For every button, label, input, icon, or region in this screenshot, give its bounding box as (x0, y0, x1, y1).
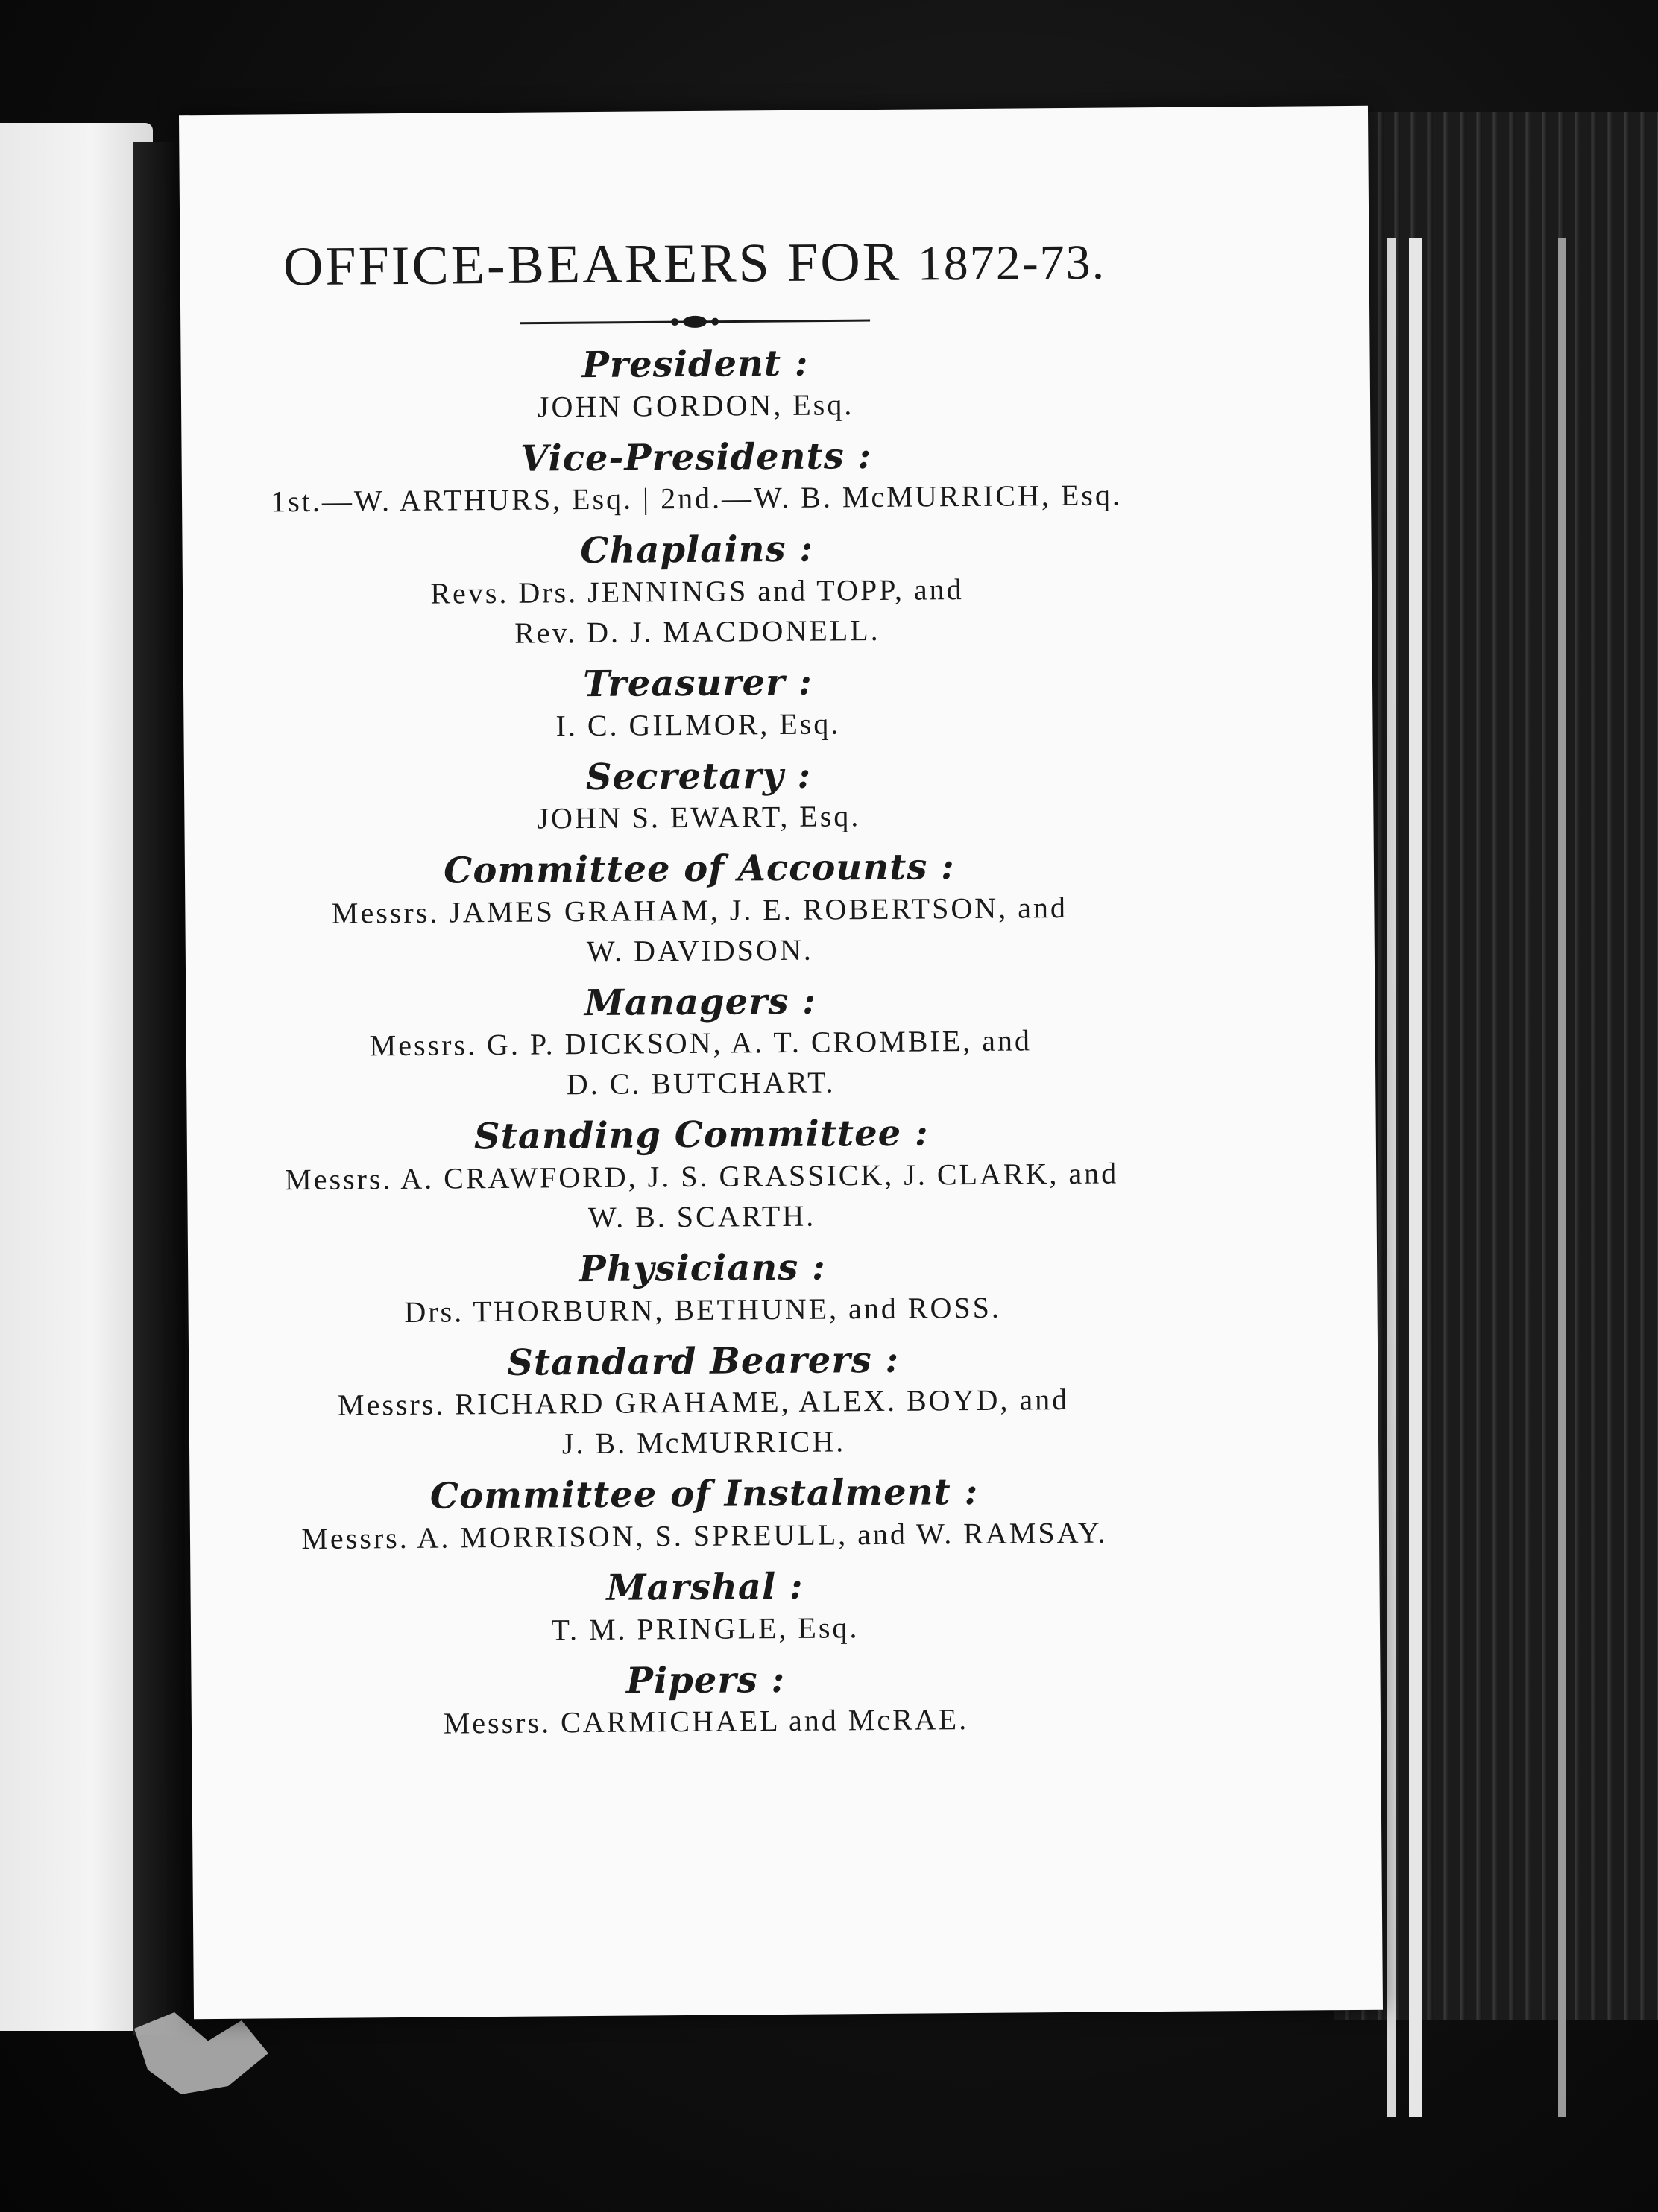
section-line: T. M. PRINGLE, Esq. (551, 1610, 860, 1646)
section-heading: Managers : (584, 980, 817, 1024)
section-line: D. C. BUTCHART. (566, 1065, 836, 1102)
section-line: W. DAVIDSON. (586, 932, 813, 968)
section-heading: Vice-Presidents : (520, 434, 872, 480)
book-fore-edge (1334, 112, 1658, 2020)
title-text: OFFICE-BEARERS FOR (283, 231, 902, 298)
office-section (191, 1655, 1220, 1745)
office-section (189, 1336, 1218, 1467)
office-section (189, 1470, 1219, 1560)
office-section (180, 339, 1210, 429)
section-line: J. B. McMURRICH. (561, 1424, 846, 1461)
section-line: Messrs. RICHARD GRAHAME, ALEX. BOYD, and (337, 1382, 1070, 1422)
section-heading: Committee of Accounts : (443, 846, 955, 892)
page-edge (1558, 238, 1566, 2117)
gutter-shadow (133, 142, 185, 2035)
section-line: JOHN GORDON, Esq. (537, 387, 854, 424)
office-section (183, 658, 1213, 748)
title-year: 1872-73. (917, 235, 1106, 291)
office-section (185, 844, 1214, 975)
section-line: I. C. GILMOR, Esq. (555, 706, 841, 742)
office-section (181, 432, 1211, 522)
page-edge (1409, 238, 1422, 2117)
office-section (184, 751, 1214, 841)
document-page (179, 106, 1383, 2019)
section-line: JOHN S. EWART, Esq. (537, 799, 861, 835)
page-content (180, 232, 1220, 1745)
office-section (190, 1562, 1220, 1652)
section-line: Drs. THORBURN, BETHUNE, and ROSS. (404, 1290, 1002, 1329)
section-heading: President : (581, 342, 809, 387)
office-bearers-list (180, 339, 1220, 1745)
section-line: Messrs. CARMICHAEL and McRAE. (443, 1702, 969, 1740)
office-section (186, 977, 1215, 1107)
office-section (188, 1243, 1217, 1333)
section-line: Revs. Drs. JENNINGS and TOPP, and (430, 572, 964, 610)
section-line: Messrs. A. MORRISON, S. SPREULL, and W. RAMSAY. (301, 1515, 1108, 1555)
section-heading: Treasurer : (582, 661, 813, 705)
page-title (180, 231, 1209, 298)
section-line: Rev. D. J. MACDONELL. (514, 613, 880, 650)
section-heading: Physicians : (579, 1246, 826, 1291)
section-heading: Standing Committee : (473, 1112, 929, 1158)
section-heading: Chaplains : (580, 528, 814, 572)
office-section (182, 525, 1211, 656)
section-heading: Standard Bearers : (507, 1339, 900, 1384)
office-section (187, 1110, 1217, 1241)
section-line: W. B. SCARTH. (587, 1198, 816, 1235)
section-line: 1st.—W. ARTHURS, Esq. | 2nd.—W. B. McMURRICH, Esq. (271, 478, 1123, 519)
ornamental-rule (520, 309, 870, 335)
section-heading: Secretary : (585, 754, 812, 798)
page-edge (1387, 238, 1396, 2117)
facing-page (0, 123, 153, 2031)
section-line: Messrs. A. CRAWFORD, J. S. GRASSICK, J. CLARK, and (285, 1156, 1119, 1197)
section-heading: Pipers : (625, 1658, 786, 1702)
section-line: Messrs. G. P. DICKSON, A. T. CROMBIE, and (369, 1023, 1033, 1063)
section-heading: Marshal : (606, 1565, 804, 1609)
section-line: Messrs. JAMES GRAHAM, J. E. ROBERTSON, and (331, 890, 1068, 930)
section-heading: Committee of Instalment : (429, 1471, 979, 1517)
